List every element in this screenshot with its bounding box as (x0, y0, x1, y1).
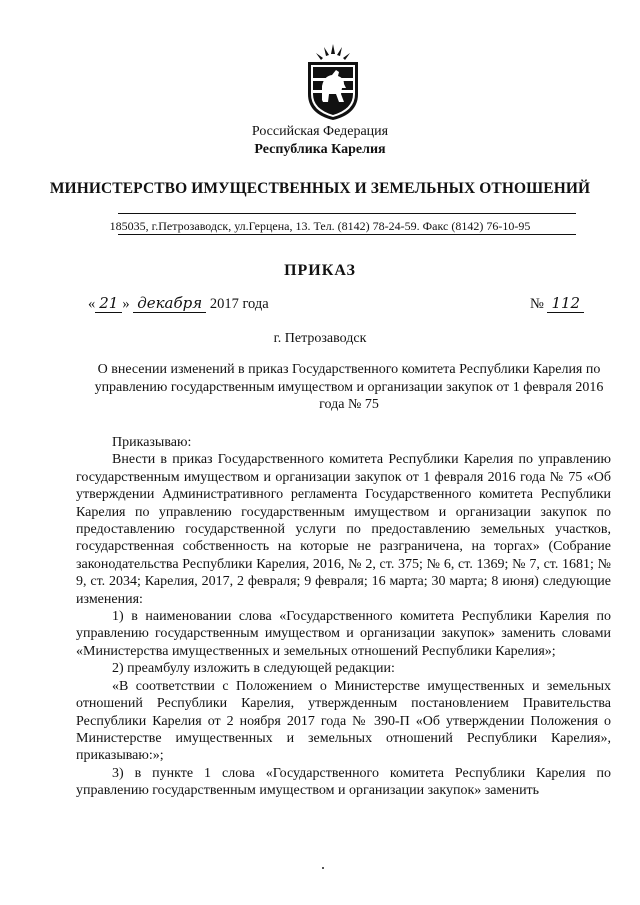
document-type: ПРИКАЗ (284, 262, 356, 279)
scan-speck (322, 867, 324, 869)
body-paragraph: 1) в наименовании слова «Государственного комитета Республики Карелия по управлению государственным имуществом и организации закупок» заменить словами «Министерства имущественных и земельных отношений Республики Карелия»; (76, 609, 611, 659)
date-month: декабря (133, 294, 206, 313)
ministry-address: 185035, г.Петрозаводск, ул.Герцена, 13. Тел. (8142) 78-24-59. Факс (8142) 76-10-95 (109, 219, 531, 233)
body-paragraph: Внести в приказ Государственного комитета Республики Карелия по управлению государственным имуществом и организации закупок от 1 февраля 2016 года № 75 «Об утверждении Административного регламента Государственного комитета Республики Карелия по управлению государственным имуществом и организации закупок по предоставлению государственной услуги по предоставлению земельных участков, государственная собственность на которые не разграничена, на торгах» (Собрание законодательства Республики Карелия, 2016, № 2, ст. 375; № 6, ст. 1369; № 7, ст. 1681; № 9, ст. 2034; Карелия, 2017, 2 февраля; 9 февраля; 16 марта; 30 марта; 8 июня) следующие изменения: (76, 452, 611, 607)
karelia-coat-of-arms-icon (302, 42, 364, 122)
date-year: 2017 года (209, 296, 269, 312)
document-body (76, 434, 611, 800)
body-paragraph: 2) преамбулу изложить в следующей редакции: (112, 661, 395, 677)
body-paragraph: «В соответствии с Положением о Министерстве имущественных и земельных отношений Республики Карелия, утвержденным постановлением Правительства Республики Карелия от 2 ноября 2017 года № 390-П «Об утверждении Положения о Министерстве имущественных и земельных отношений Республики Карелия», приказываю:»; (76, 678, 611, 764)
date-quote-close: » (122, 296, 130, 312)
date-quote-open: « (88, 296, 96, 312)
body-paragraph: 3) в пункте 1 слова «Государственного комитета Республики Карелия по управлению государственным имуществом и организации закупок» заменить (76, 765, 611, 799)
country-name: Российская Федерация (251, 124, 389, 139)
document-city: г. Петрозаводск (273, 331, 367, 346)
header-divider-top (118, 213, 576, 214)
header-divider-bottom (118, 234, 576, 235)
date-day: 21 (95, 294, 122, 313)
document-date (88, 294, 269, 313)
document-subject: О внесении изменений в приказ Государственного комитета Республики Карелия по управлению государственным имуществом и организации закупок от 1 февраля 2016 года № 75 (94, 362, 604, 412)
document-number (530, 294, 584, 313)
number-label: № (530, 296, 544, 312)
body-paragraph: Приказываю: (112, 435, 192, 450)
number-value: 112 (547, 294, 584, 313)
ministry-name: МИНИСТЕРСТВО ИМУЩЕСТВЕННЫХ И ЗЕМЕЛЬНЫХ ОТНОШЕНИЙ (49, 180, 591, 197)
republic-name: Республика Карелия (254, 142, 386, 157)
